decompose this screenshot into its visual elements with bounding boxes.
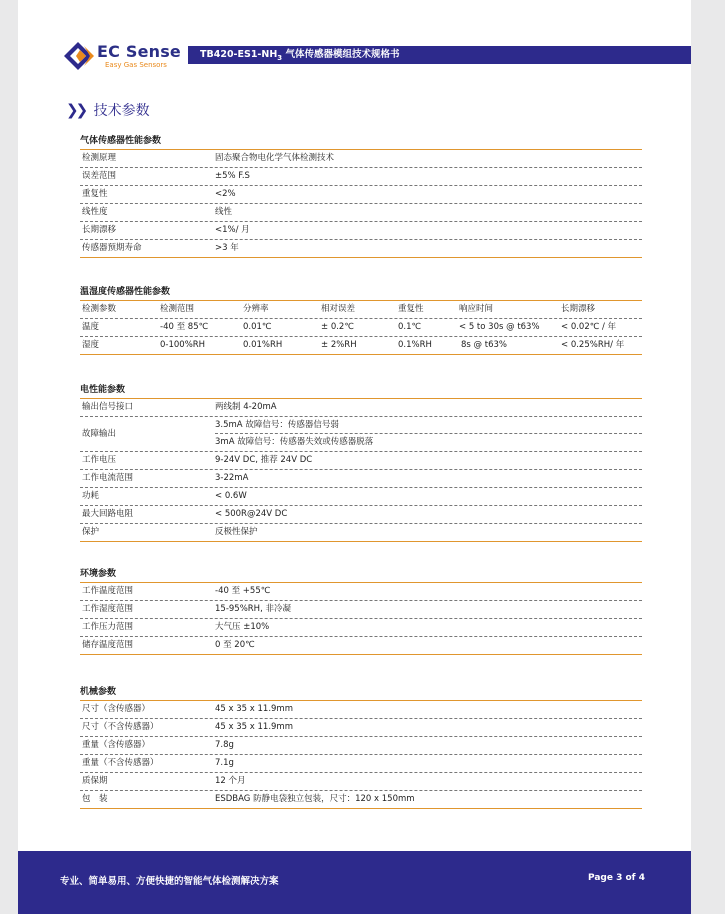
table-row [80,583,642,601]
row-label: 长期漂移 [82,225,117,235]
table-cell: 湿度 [82,340,100,350]
table-row [80,791,642,808]
column-header: 分辨率 [243,304,269,314]
row-label: 传感器预期寿命 [82,243,142,253]
table-row [80,452,642,470]
mechanical-table [80,700,642,809]
row-value: 9-24V DC, 推荐 24V DC [215,455,313,465]
row-label: 输出信号接口 [82,402,134,412]
row-label: 质保期 [82,776,108,786]
table-row [80,601,642,619]
row-value: 45 x 35 x 11.9mm [215,704,293,714]
row-value: < 0.6W [215,491,247,501]
table-cell: 温度 [82,322,100,332]
row-label: 功耗 [82,491,100,501]
row-label: 重量（不含传感器） [82,758,159,768]
row-value: 线性 [215,207,233,217]
table-row [80,204,642,222]
row-value: <1%/ 月 [215,225,250,235]
table-header-row [80,301,642,319]
column-header: 检测范围 [160,304,195,314]
page-footer [18,851,691,914]
row-value: 两线制 4-20mA [215,402,277,412]
row-value: 大气压 ±10% [215,622,270,632]
row-label: 储存温度范围 [82,640,134,650]
row-label: 重量（含传感器） [82,740,151,750]
row-value: 3mA 故障信号：传感器失效或传感器脱落 [215,437,374,447]
row-label: 线性度 [82,207,108,217]
row-value: >3 年 [215,243,239,253]
column-header: 响应时间 [459,304,494,314]
table-row [80,222,642,240]
row-value: ±5% F.S [215,171,250,181]
electrical-table [80,398,642,542]
table-row [80,240,642,257]
table-cell: ± 2%RH [321,340,357,350]
table-row [80,619,642,637]
table-cell: 0.01℃ [243,322,272,332]
row-label: 尺寸（含传感器） [82,704,151,714]
page-number: Page 3 of 4 [588,873,645,883]
table-cell: ± 0.2℃ [321,322,354,332]
row-label: 工作电压 [82,455,117,465]
logo-diamond-icon [64,42,96,70]
row-value: ESDBAG 防静电袋独立包装，尺寸：120 x 150mm [215,794,415,804]
table-cell: < 0.02℃ / 年 [561,322,617,332]
row-label: 工作湿度范围 [82,604,134,614]
column-header: 相对误差 [321,304,356,314]
ec-sense-logo [64,40,204,76]
table-cell: 0.1%RH [398,340,432,350]
row-value: -40 至 +55℃ [215,586,271,596]
table-row [80,719,642,737]
row-value: 3-22mA [215,473,249,483]
table-row [80,319,642,337]
table-cell: 0-100%RH [160,340,206,350]
table-row [80,470,642,488]
row-value: 45 x 35 x 11.9mm [215,722,293,732]
section-heading-text: 技术参数 [93,103,150,119]
section-heading [66,100,150,120]
footer-slogan: 专业、简单易用、方便快捷的智能气体检测解决方案 [60,876,279,887]
table-row [80,337,642,354]
row-label: 工作温度范围 [82,586,134,596]
double-chevron-icon: ❯❯ [66,101,86,119]
row-value: 3.5mA 故障信号：传感器信号弱 [215,420,339,430]
row-value: <2% [215,189,236,199]
row-value: 0 至 20℃ [215,640,255,650]
table-row [80,737,642,755]
table-row [80,773,642,791]
row-value: < 500R@24V DC [215,509,288,519]
table-row [80,701,642,719]
logo-title: EC Sense [97,42,181,61]
row-label: 工作电流范围 [82,473,134,483]
row-label: 工作压力范围 [82,622,134,632]
table-cell: 0.01%RH [243,340,283,350]
table-row [80,399,642,417]
row-label: 尺寸（不含传感器） [82,722,159,732]
column-header: 长期漂移 [561,304,596,314]
table-cell: 0.1℃ [398,322,422,332]
row-label: 误差范围 [82,171,117,181]
row-label: 故障输出 [82,429,117,439]
doc-title-suffix: 气体传感器模组技术规格书 [282,49,400,60]
doc-title-prefix: TB420-ES1-NH [200,49,278,60]
row-value: 7.8g [215,740,234,750]
table-row [80,150,642,168]
document-page [18,0,691,914]
table-row [80,755,642,773]
row-value: 固态聚合物电化学气体检测技术 [215,153,335,163]
mechanical-title: 机械参数 [80,687,117,697]
logo-subtitle: Easy Gas Sensors [105,61,167,69]
document-title-bar [188,46,691,64]
table-row [80,168,642,186]
table-cell: 8s @ t63% [461,340,507,350]
table-row [80,637,642,654]
gas-sensor-title: 气体传感器性能参数 [80,136,162,146]
table-cell: < 5 to 30s @ t63% [459,322,540,332]
row-value: 7.1g [215,758,234,768]
table-row [80,488,642,506]
row-value: 反极性保护 [215,527,258,537]
table-cell: -40 至 85℃ [160,322,209,332]
column-header: 检测参数 [82,304,117,314]
row-label: 包 装 [82,794,108,804]
row-label: 最大回路电阻 [82,509,134,519]
column-header: 重复性 [398,304,424,314]
temp-humidity-title: 温湿度传感器性能参数 [80,287,171,297]
row-value: 15-95%RH, 非冷凝 [215,604,291,614]
table-cell: < 0.25%RH/ 年 [561,340,625,350]
gas-sensor-table [80,149,642,258]
electrical-title: 电性能参数 [80,385,126,395]
row-label: 保护 [82,527,100,537]
doc-title-subscript: 3 [277,53,283,62]
row-label: 重复性 [82,189,108,199]
table-row [80,524,642,541]
table-row [80,506,642,524]
table-row-fault [80,417,642,452]
environment-title: 环境参数 [80,569,117,579]
table-row [80,186,642,204]
temp-humidity-table [80,300,642,355]
row-label: 检测原理 [82,153,117,163]
row-value: 12 个月 [215,776,246,786]
environment-table [80,582,642,655]
